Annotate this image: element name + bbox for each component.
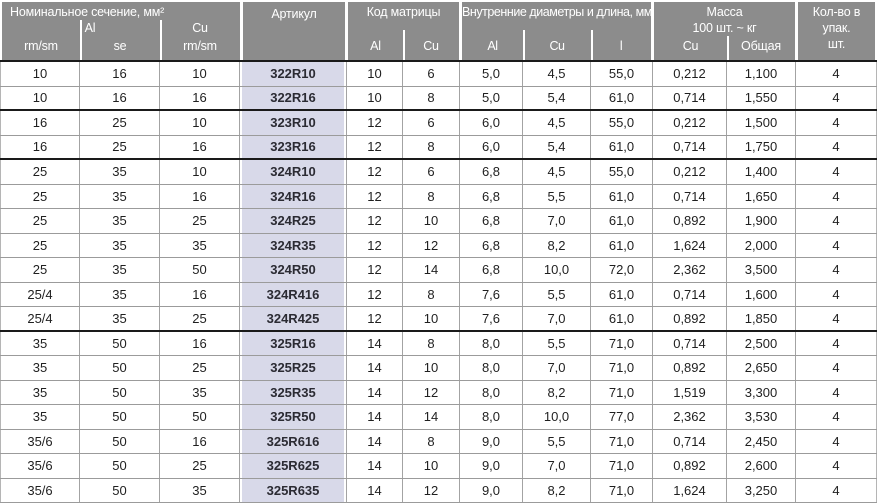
table-header: [0, 0, 877, 60]
cell-artikul: 324R425: [240, 307, 347, 330]
cell-cu-rmsm: 25: [160, 209, 240, 233]
cell-diam-cu: 4,5: [523, 62, 591, 86]
cell-diam-al: 8,0: [460, 332, 523, 356]
cell-mass-total: 2,600: [727, 454, 796, 478]
cell-length: 61,0: [591, 209, 653, 233]
cell-diam-cu: 4,5: [523, 160, 591, 184]
cell-diam-al: 6,0: [460, 136, 523, 159]
cell-mass-cu: 0,892: [653, 356, 727, 380]
cell-length: 61,0: [591, 307, 653, 330]
cell-diam-al: 8,0: [460, 381, 523, 405]
cell-diam-cu: 7,0: [523, 454, 591, 478]
cell-qty: 4: [796, 111, 877, 135]
cell-artikul: 324R416: [240, 283, 347, 307]
cell-mass-cu: 0,212: [653, 160, 727, 184]
cell-mass-total: 3,300: [727, 381, 796, 405]
header-label-al: Al: [84, 21, 96, 35]
header-label-cu: Cu: [192, 21, 208, 35]
header-sub-al-rmsm: rm/sm: [24, 39, 58, 53]
cell-diam-cu: 5,4: [523, 87, 591, 110]
cell-mass-total: 2,450: [727, 430, 796, 454]
header-title-qty-line1: Кол-во в: [812, 5, 861, 19]
cell-al-rmsm: 25: [0, 185, 80, 209]
cell-mass-total: 1,900: [727, 209, 796, 233]
cell-length: 71,0: [591, 454, 653, 478]
cell-length: 55,0: [591, 62, 653, 86]
header-sub-mass-cu: Cu: [682, 39, 699, 53]
cell-length: 61,0: [591, 87, 653, 110]
cell-matrix-al: 14: [347, 430, 403, 454]
header-title-diameters: Внутренние диаметры и длина, мм: [462, 5, 652, 19]
cell-mass-cu: 0,212: [653, 111, 727, 135]
table-row: [0, 136, 877, 161]
cell-length: 71,0: [591, 430, 653, 454]
cell-mass-total: 1,400: [727, 160, 796, 184]
cell-length: 61,0: [591, 283, 653, 307]
cell-mass-total: 1,750: [727, 136, 796, 159]
cell-cu-rmsm: 35: [160, 234, 240, 258]
cell-matrix-cu: 6: [403, 160, 460, 184]
header-group-diameters: [462, 2, 651, 60]
cell-matrix-al: 12: [347, 258, 403, 282]
cell-cu-rmsm: 35: [160, 381, 240, 405]
cell-artikul: 324R50: [240, 258, 347, 282]
cell-diam-al: 6,8: [460, 160, 523, 184]
cell-se: 35: [80, 209, 160, 233]
cell-diam-al: 6,8: [460, 258, 523, 282]
cell-mass-total: 3,500: [727, 258, 796, 282]
cell-diam-al: 9,0: [460, 454, 523, 478]
cell-qty: 4: [796, 430, 877, 454]
cell-diam-cu: 5,5: [523, 430, 591, 454]
cell-al-rmsm: 35: [0, 332, 80, 356]
cell-matrix-cu: 12: [403, 479, 460, 503]
cell-matrix-cu: 8: [403, 332, 460, 356]
cell-se: 35: [80, 185, 160, 209]
header-title-qty-line3: шт.: [827, 37, 846, 51]
cell-matrix-cu: 14: [403, 405, 460, 429]
cell-mass-cu: 2,362: [653, 405, 727, 429]
cell-cu-rmsm: 25: [160, 454, 240, 478]
cell-mass-cu: 0,714: [653, 430, 727, 454]
cell-diam-al: 6,8: [460, 209, 523, 233]
cell-diam-al: 7,6: [460, 283, 523, 307]
cell-diam-cu: 7,0: [523, 356, 591, 380]
table-row: [0, 381, 877, 406]
cell-length: 61,0: [591, 185, 653, 209]
table-row: [0, 405, 877, 430]
cell-diam-cu: 8,2: [523, 234, 591, 258]
cell-cu-rmsm: 50: [160, 405, 240, 429]
cell-cu-rmsm: 16: [160, 332, 240, 356]
cell-mass-total: 3,250: [727, 479, 796, 503]
cell-se: 35: [80, 234, 160, 258]
cell-qty: 4: [796, 209, 877, 233]
cell-length: 71,0: [591, 356, 653, 380]
cell-se: 50: [80, 332, 160, 356]
cell-cu-rmsm: 25: [160, 356, 240, 380]
cell-matrix-cu: 8: [403, 430, 460, 454]
cell-matrix-cu: 8: [403, 87, 460, 110]
cell-cu-rmsm: 16: [160, 185, 240, 209]
cell-artikul: 322R10: [240, 62, 347, 86]
cell-artikul: 325R35: [240, 381, 347, 405]
cell-mass-total: 1,100: [727, 62, 796, 86]
table-row: [0, 185, 877, 210]
header-divider: [727, 36, 729, 60]
cell-matrix-al: 12: [347, 160, 403, 184]
cell-matrix-cu: 8: [403, 185, 460, 209]
cell-se: 35: [80, 307, 160, 330]
table-row: [0, 332, 877, 357]
cell-mass-cu: 0,714: [653, 87, 727, 110]
cell-matrix-al: 14: [347, 356, 403, 380]
cell-mass-total: 2,650: [727, 356, 796, 380]
table-row: [0, 283, 877, 308]
cell-cu-rmsm: 16: [160, 430, 240, 454]
header-sub-mass-total: Общая: [741, 39, 781, 53]
cell-qty: 4: [796, 356, 877, 380]
header-title-mass: Масса: [706, 5, 743, 19]
cell-artikul: 325R25: [240, 356, 347, 380]
cell-matrix-al: 14: [347, 405, 403, 429]
header-group-mass: [654, 2, 795, 60]
header-sub-matrix-cu: Cu: [423, 39, 439, 53]
header-group-matrix-code: [348, 2, 459, 60]
cell-diam-al: 8,0: [460, 405, 523, 429]
cell-diam-cu: 7,0: [523, 307, 591, 330]
cell-se: 50: [80, 356, 160, 380]
table-row: [0, 87, 877, 112]
cell-length: 71,0: [591, 381, 653, 405]
cell-length: 55,0: [591, 111, 653, 135]
cell-artikul: 323R16: [240, 136, 347, 159]
table-row: [0, 479, 877, 503]
cell-qty: 4: [796, 160, 877, 184]
cell-matrix-al: 12: [347, 185, 403, 209]
cell-mass-cu: 1,624: [653, 479, 727, 503]
cell-mass-cu: 1,624: [653, 234, 727, 258]
header-sub-matrix-al: Al: [370, 39, 381, 53]
header-divider: [523, 30, 525, 60]
cell-diam-cu: 4,5: [523, 111, 591, 135]
cell-matrix-al: 12: [347, 111, 403, 135]
cell-artikul: 325R50: [240, 405, 347, 429]
cell-artikul: 324R16: [240, 185, 347, 209]
cell-se: 25: [80, 111, 160, 135]
cell-diam-al: 5,0: [460, 62, 523, 86]
cell-matrix-cu: 14: [403, 258, 460, 282]
cell-al-rmsm: 35: [0, 381, 80, 405]
cell-matrix-al: 12: [347, 136, 403, 159]
cell-diam-al: 9,0: [460, 479, 523, 503]
cell-qty: 4: [796, 381, 877, 405]
cell-matrix-al: 12: [347, 234, 403, 258]
cell-se: 50: [80, 454, 160, 478]
header-divider: [403, 30, 405, 60]
cell-mass-cu: 0,212: [653, 62, 727, 86]
cell-al-rmsm: 35/6: [0, 479, 80, 503]
table-row: [0, 209, 877, 234]
cell-mass-total: 1,600: [727, 283, 796, 307]
cell-diam-cu: 5,5: [523, 185, 591, 209]
cell-se: 35: [80, 160, 160, 184]
cell-qty: 4: [796, 258, 877, 282]
cell-al-rmsm: 10: [0, 62, 80, 86]
cell-qty: 4: [796, 234, 877, 258]
cell-diam-al: 8,0: [460, 356, 523, 380]
cell-length: 71,0: [591, 332, 653, 356]
table-row: [0, 111, 877, 136]
cell-diam-cu: 5,4: [523, 136, 591, 159]
cell-matrix-cu: 12: [403, 381, 460, 405]
cell-se: 50: [80, 381, 160, 405]
header-group-nominal-section: [2, 2, 240, 60]
header-sub-diam-al: Al: [487, 39, 498, 53]
header-title-mass-units: 100 шт. ~ кг: [692, 21, 757, 35]
header-sub-diam-cu: Cu: [549, 39, 565, 53]
cell-se: 50: [80, 430, 160, 454]
cell-se: 16: [80, 62, 160, 86]
cell-matrix-al: 10: [347, 62, 403, 86]
cell-mass-cu: 0,714: [653, 283, 727, 307]
cell-length: 61,0: [591, 234, 653, 258]
cell-mass-total: 1,550: [727, 87, 796, 110]
cell-mass-total: 1,500: [727, 111, 796, 135]
cell-diam-cu: 10,0: [523, 405, 591, 429]
cell-matrix-cu: 8: [403, 136, 460, 159]
cell-cu-rmsm: 16: [160, 136, 240, 159]
cell-al-rmsm: 16: [0, 111, 80, 135]
cell-al-rmsm: 16: [0, 136, 80, 159]
cell-diam-al: 9,0: [460, 430, 523, 454]
cell-matrix-cu: 10: [403, 209, 460, 233]
cell-matrix-al: 10: [347, 87, 403, 110]
cell-qty: 4: [796, 136, 877, 159]
table-row: [0, 430, 877, 455]
cell-matrix-cu: 10: [403, 454, 460, 478]
cell-mass-total: 1,650: [727, 185, 796, 209]
cell-cu-rmsm: 10: [160, 62, 240, 86]
cell-length: 61,0: [591, 136, 653, 159]
cell-mass-cu: 0,714: [653, 185, 727, 209]
cell-cu-rmsm: 50: [160, 258, 240, 282]
cell-matrix-cu: 12: [403, 234, 460, 258]
cell-diam-cu: 10,0: [523, 258, 591, 282]
cell-cu-rmsm: 25: [160, 307, 240, 330]
cell-matrix-cu: 6: [403, 62, 460, 86]
cell-mass-cu: 1,519: [653, 381, 727, 405]
cell-qty: 4: [796, 454, 877, 478]
cell-mass-total: 3,530: [727, 405, 796, 429]
table-row: [0, 160, 877, 185]
cell-matrix-al: 14: [347, 454, 403, 478]
cell-length: 71,0: [591, 479, 653, 503]
cell-cu-rmsm: 10: [160, 160, 240, 184]
cell-matrix-al: 14: [347, 381, 403, 405]
cell-se: 35: [80, 258, 160, 282]
header-divider: [591, 30, 593, 60]
cell-mass-cu: 0,714: [653, 136, 727, 159]
cell-diam-al: 6,0: [460, 111, 523, 135]
cell-length: 72,0: [591, 258, 653, 282]
header-title-qty-line2: упак.: [822, 21, 851, 35]
table-row: [0, 62, 877, 87]
cell-qty: 4: [796, 283, 877, 307]
cell-diam-cu: 8,2: [523, 381, 591, 405]
cell-se: 50: [80, 479, 160, 503]
cell-artikul: 324R10: [240, 160, 347, 184]
cell-mass-total: 2,000: [727, 234, 796, 258]
cell-matrix-al: 14: [347, 479, 403, 503]
header-sub-cu-rmsm: rm/sm: [183, 39, 217, 53]
cell-length: 77,0: [591, 405, 653, 429]
cell-diam-cu: 7,0: [523, 209, 591, 233]
cell-mass-cu: 2,362: [653, 258, 727, 282]
cell-artikul: 325R635: [240, 479, 347, 503]
header-sub-se: se: [113, 39, 127, 53]
cell-qty: 4: [796, 87, 877, 110]
table-body: [0, 60, 877, 503]
cell-qty: 4: [796, 307, 877, 330]
header-group-qty: [798, 2, 875, 60]
cell-diam-al: 7,6: [460, 307, 523, 330]
cell-al-rmsm: 35: [0, 405, 80, 429]
cell-artikul: 325R16: [240, 332, 347, 356]
table-row: [0, 307, 877, 332]
cell-diam-al: 5,0: [460, 87, 523, 110]
cell-matrix-al: 12: [347, 307, 403, 330]
cell-artikul: 325R616: [240, 430, 347, 454]
cell-matrix-cu: 10: [403, 307, 460, 330]
cell-matrix-al: 12: [347, 283, 403, 307]
cell-al-rmsm: 10: [0, 87, 80, 110]
header-title-artikul: Артикул: [271, 7, 317, 21]
cell-mass-cu: 0,892: [653, 454, 727, 478]
cell-mass-cu: 0,714: [653, 332, 727, 356]
cell-matrix-cu: 6: [403, 111, 460, 135]
cell-cu-rmsm: 35: [160, 479, 240, 503]
cell-mass-cu: 0,892: [653, 209, 727, 233]
cell-al-rmsm: 25: [0, 258, 80, 282]
cell-mass-total: 1,850: [727, 307, 796, 330]
header-sub-length: l: [619, 39, 623, 53]
table-row: [0, 258, 877, 283]
cell-al-rmsm: 25/4: [0, 283, 80, 307]
cell-matrix-cu: 8: [403, 283, 460, 307]
cell-al-rmsm: 25: [0, 234, 80, 258]
cell-matrix-al: 14: [347, 332, 403, 356]
cell-qty: 4: [796, 62, 877, 86]
cell-artikul: 324R35: [240, 234, 347, 258]
cell-al-rmsm: 25/4: [0, 307, 80, 330]
cell-cu-rmsm: 10: [160, 111, 240, 135]
cell-mass-total: 2,500: [727, 332, 796, 356]
header-divider: [160, 20, 162, 60]
cell-al-rmsm: 35: [0, 356, 80, 380]
cell-qty: 4: [796, 479, 877, 503]
cell-qty: 4: [796, 405, 877, 429]
cell-mass-cu: 0,892: [653, 307, 727, 330]
cell-se: 16: [80, 87, 160, 110]
cell-cu-rmsm: 16: [160, 283, 240, 307]
header-divider: [80, 20, 82, 60]
table-row: [0, 234, 877, 259]
cell-diam-cu: 5,5: [523, 283, 591, 307]
cell-qty: 4: [796, 185, 877, 209]
cell-artikul: 325R625: [240, 454, 347, 478]
cell-artikul: 324R25: [240, 209, 347, 233]
cell-al-rmsm: 25: [0, 209, 80, 233]
cell-se: 25: [80, 136, 160, 159]
cell-al-rmsm: 25: [0, 160, 80, 184]
table-row: [0, 356, 877, 381]
cell-diam-al: 6,8: [460, 185, 523, 209]
cell-cu-rmsm: 16: [160, 87, 240, 110]
cell-al-rmsm: 35/6: [0, 454, 80, 478]
cell-matrix-cu: 10: [403, 356, 460, 380]
cell-diam-cu: 8,2: [523, 479, 591, 503]
cell-al-rmsm: 35/6: [0, 430, 80, 454]
cell-qty: 4: [796, 332, 877, 356]
cell-matrix-al: 12: [347, 209, 403, 233]
cell-diam-cu: 5,5: [523, 332, 591, 356]
header-group-artikul: [243, 2, 345, 60]
cell-artikul: 323R10: [240, 111, 347, 135]
header-title-nominal-section: Номинальное сечение, мм²: [10, 5, 165, 19]
table-row: [0, 454, 877, 479]
cell-diam-al: 6,8: [460, 234, 523, 258]
cell-se: 35: [80, 283, 160, 307]
header-title-matrix-code: Код матрицы: [366, 5, 441, 19]
cell-se: 50: [80, 405, 160, 429]
cell-length: 55,0: [591, 160, 653, 184]
cell-artikul: 322R16: [240, 87, 347, 110]
